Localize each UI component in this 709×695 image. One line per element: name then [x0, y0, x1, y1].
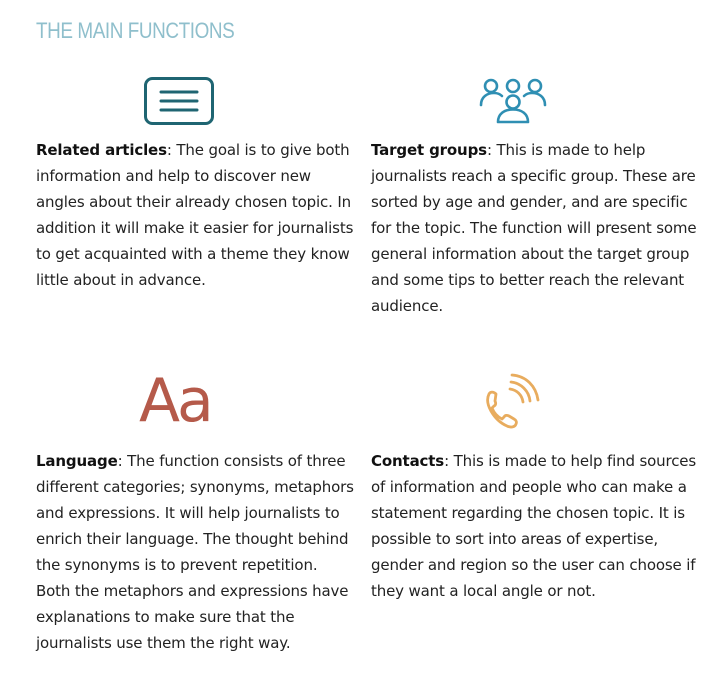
target-groups-title: Target groups	[371, 141, 487, 159]
language-description	[36, 448, 354, 656]
related-articles-description	[36, 137, 354, 293]
related-articles-body: : The goal is to give both information and help to discover new angles about their already chosen topic. In addition it will make it easier for journalists to get acquainted with a theme they know little about in advance.	[36, 141, 354, 289]
language-title: Language	[36, 452, 118, 470]
menu-icon	[144, 77, 214, 125]
related-articles-title: Related articles	[36, 141, 167, 159]
people-group-icon	[478, 76, 548, 126]
contacts-body: : This is made to help find sources of information and people who can make a statement regarding the chosen topic. It is possible to sort into areas of expertise, gender and region so the user can choose if they want a local angle or not.	[371, 452, 697, 600]
page-title: THE MAIN FUNCTIONS	[36, 18, 235, 43]
target-groups-description	[371, 137, 701, 319]
contacts-title: Contacts	[371, 452, 445, 470]
target-groups-body: : This is made to help journalists reach a specific group. These are sorted by age and gender, and are specific for the topic. The function will present some general information about the target group and some tips to better reach the relevant audience.	[371, 141, 697, 315]
letters-icon: Aa	[139, 366, 211, 436]
phone-icon	[482, 373, 544, 433]
contacts-description	[371, 448, 701, 604]
language-body: : The function consists of three different categories; synonyms, metaphors and expressions. It will help journalists to enrich their language. The thought behind the synonyms is to prevent repetition. Both the metaphors and expressions have explanations to make sure that the journalists use them the right way.	[36, 452, 354, 652]
